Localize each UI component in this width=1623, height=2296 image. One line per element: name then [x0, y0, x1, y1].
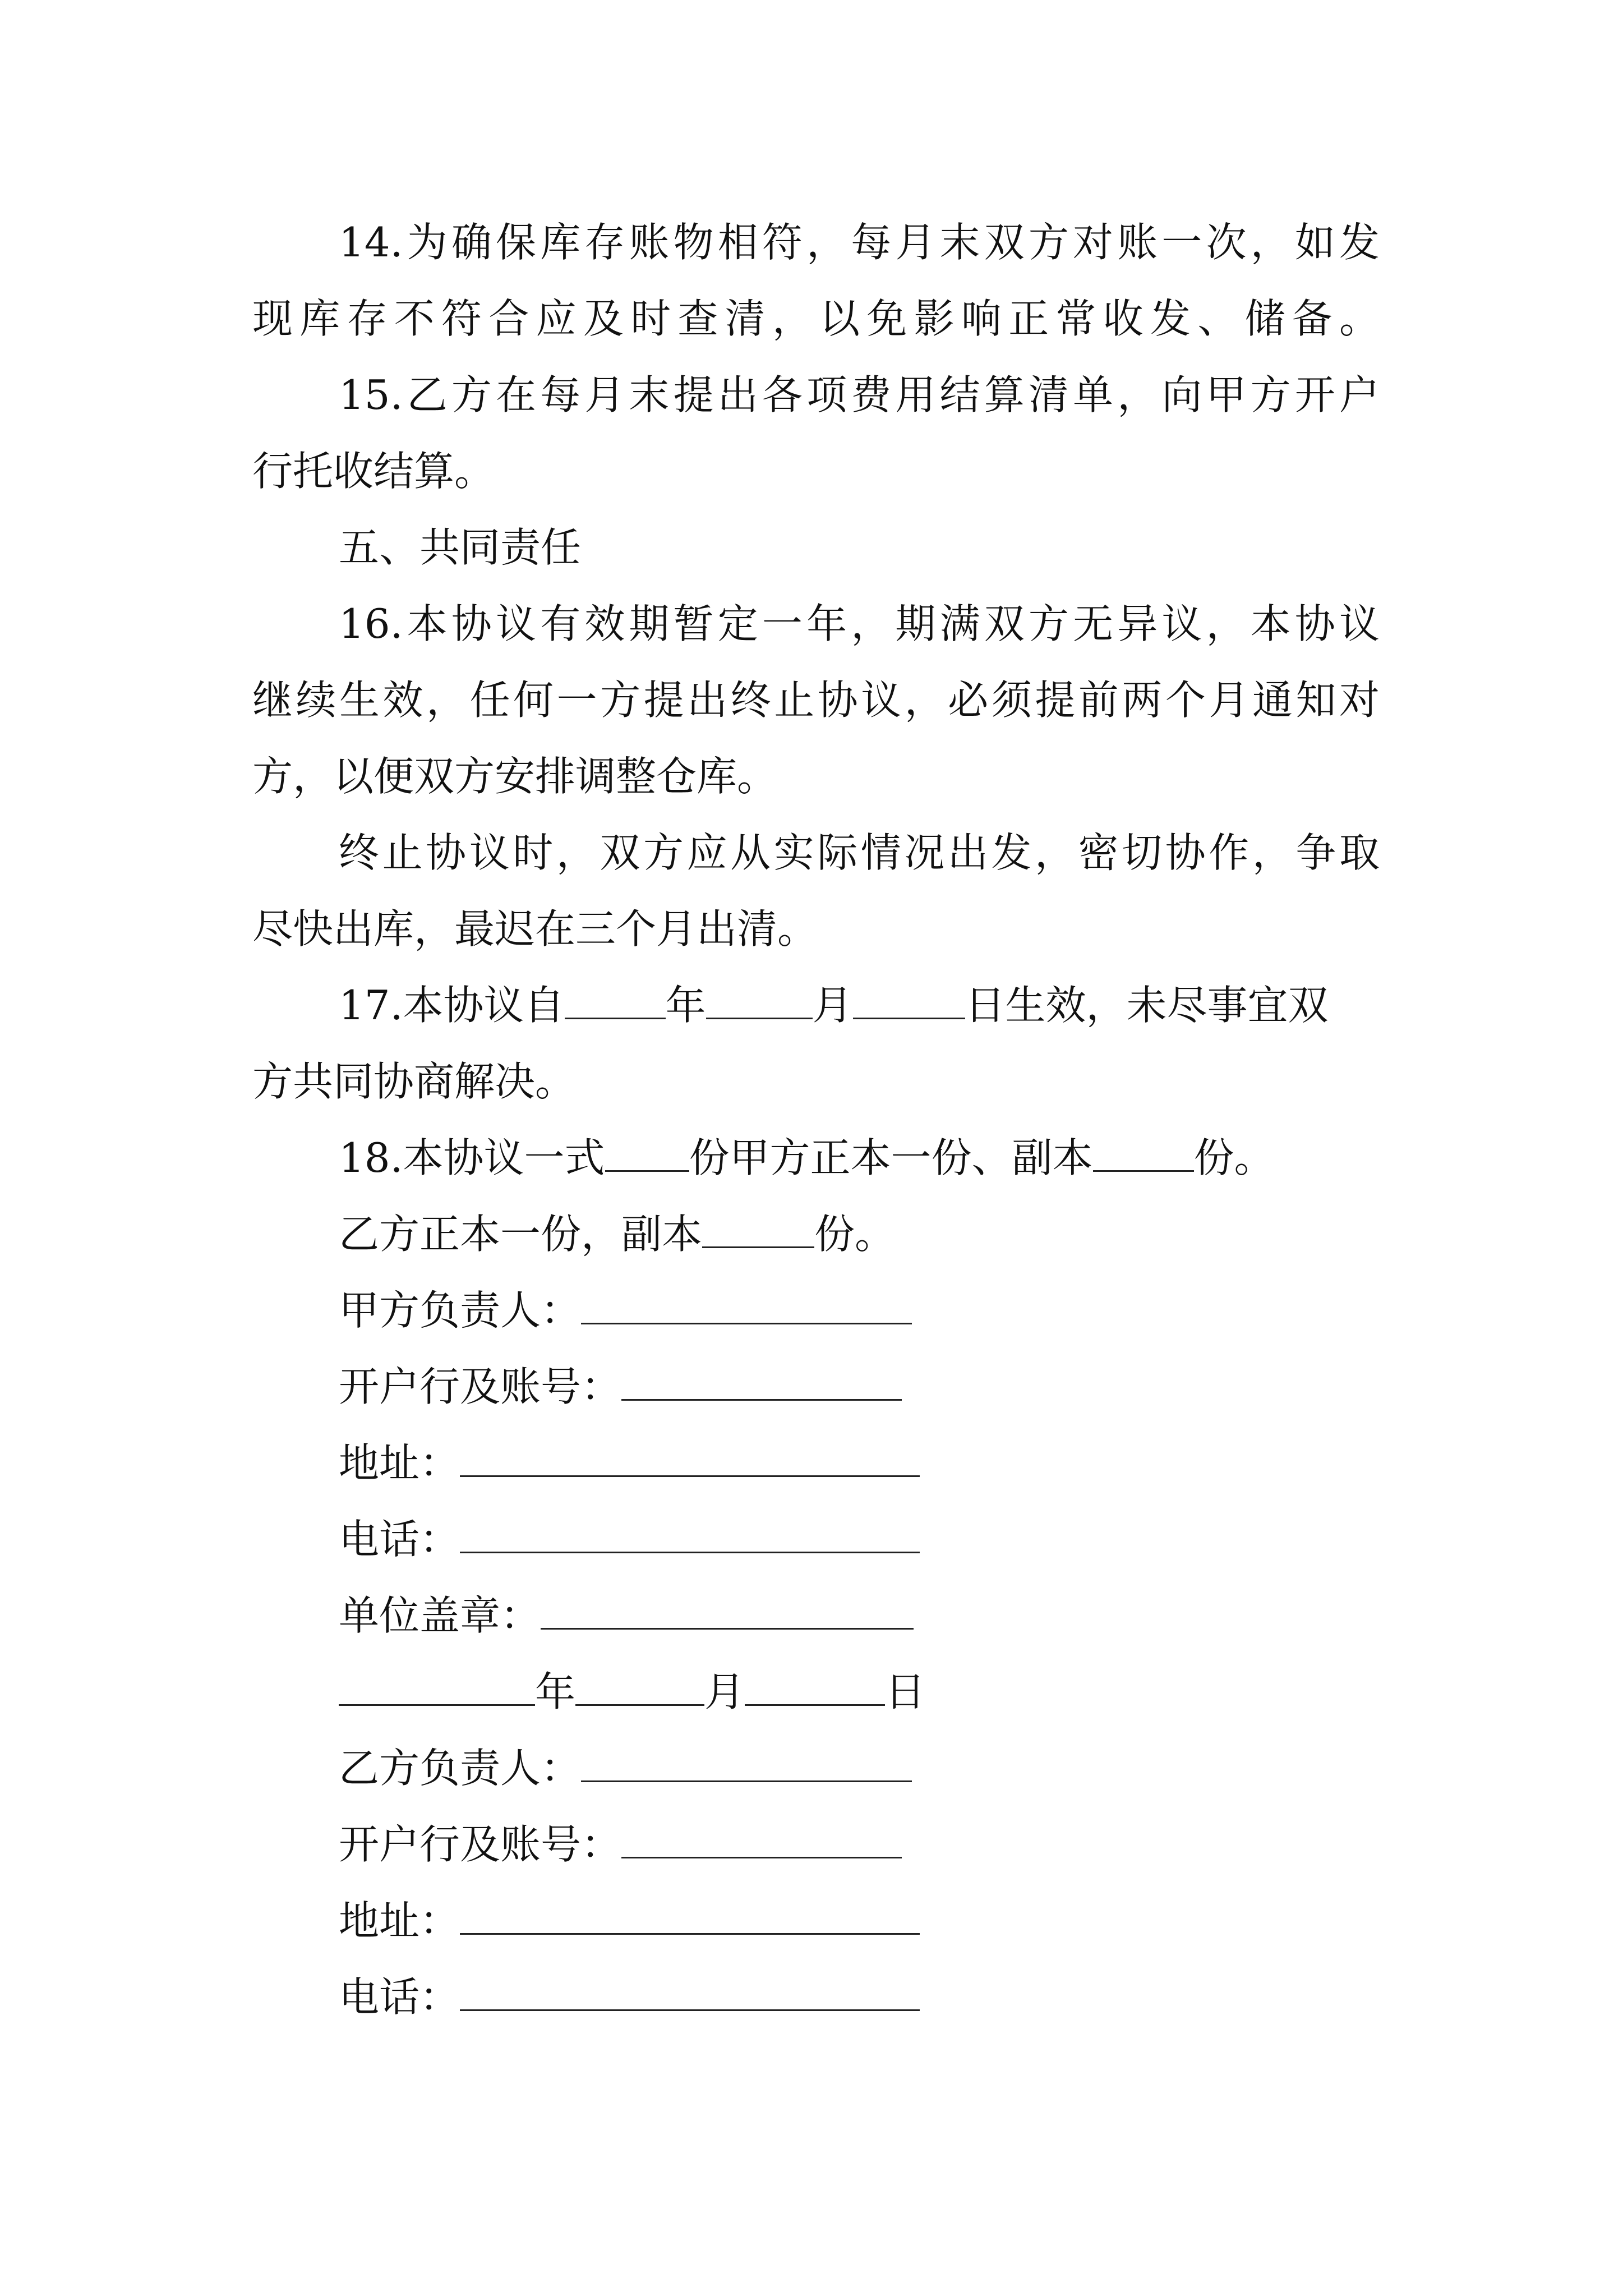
clause-17-suffix: 日生效，未尽事宜双 — [965, 982, 1329, 1029]
clause-17-line-2: 方共同协商解决。 — [252, 1058, 576, 1105]
clause-15-line-1: 15.乙方在每月末提出各项费用结算清单，向甲方开户 — [339, 371, 1380, 418]
party-b-manager-label: 乙方负责人： — [339, 1745, 582, 1792]
party-a-phone-field[interactable] — [460, 1512, 920, 1553]
clause-14-line-1: 14.为确保库存账物相符，每月末双方对账一次，如发 — [339, 219, 1380, 266]
party-a-date-year-blank[interactable] — [339, 1665, 535, 1706]
clause-18-prefix: 18.本协议一式 — [339, 1134, 605, 1181]
party-a-bank-row — [339, 1359, 902, 1415]
clause-18b-suffix: 份。 — [814, 1211, 896, 1258]
party-a-address-field[interactable] — [460, 1436, 920, 1477]
party-a-date-row — [339, 1664, 925, 1720]
clause-18-line-1 — [339, 1130, 1275, 1186]
clause-17-month-label: 月 — [812, 982, 853, 1029]
clause-15-line-2: 行托收结算。 — [252, 448, 495, 495]
party-a-phone-label: 电话： — [339, 1516, 460, 1563]
party-b-phone-row — [339, 1969, 920, 2025]
effective-year-blank[interactable] — [565, 978, 666, 1019]
party-a-seal-label: 单位盖章： — [339, 1592, 541, 1639]
party-a-manager-field[interactable] — [581, 1283, 912, 1324]
party-a-address-row — [339, 1435, 920, 1491]
party-b-address-label: 地址： — [339, 1897, 460, 1944]
party-a-manager-label: 甲方负责人： — [339, 1287, 582, 1334]
party-a-date-day-label: 日 — [885, 1668, 926, 1715]
section-heading-joint-responsibility: 五、共同责任 — [339, 524, 582, 571]
party-b-manager-row — [339, 1740, 912, 1796]
party-b-bank-row — [339, 1816, 902, 1872]
party-b-bank-label: 开户行及账号： — [339, 1821, 622, 1868]
party-a-seal-field[interactable] — [541, 1589, 914, 1630]
party-a-duplicate-blank[interactable] — [1093, 1131, 1194, 1172]
clause-14-line-2: 现库存不符合应及时查清，以免影响正常收发、储备。 — [252, 295, 1380, 342]
clause-16-line-1: 16.本协议有效期暂定一年，期满双方无异议，本协议 — [339, 600, 1380, 647]
clause-18-mid: 份甲方正本一份、副本 — [689, 1134, 1093, 1181]
copies-count-blank[interactable] — [605, 1131, 689, 1172]
termination-line-2: 尽快出库，最迟在三个月出清。 — [252, 905, 818, 953]
party-b-bank-field[interactable] — [621, 1818, 902, 1858]
effective-month-blank[interactable] — [706, 978, 813, 1019]
party-a-date-month-blank[interactable] — [575, 1665, 704, 1706]
party-a-address-label: 地址： — [339, 1439, 460, 1487]
party-a-phone-row — [339, 1511, 920, 1567]
party-a-date-month-label: 月 — [704, 1668, 745, 1715]
party-a-manager-row — [339, 1282, 912, 1338]
clause-16-line-2: 继续生效，任何一方提出终止协议，必须提前两个月通知对 — [252, 677, 1380, 724]
clause-17-year-label: 年 — [665, 982, 706, 1029]
clause-18-suffix: 份。 — [1193, 1134, 1275, 1181]
clause-16-line-3: 方，以便双方安排调整仓库。 — [252, 753, 778, 800]
clause-17-line-1 — [339, 977, 1329, 1033]
party-a-seal-row — [339, 1588, 914, 1644]
party-a-bank-label: 开户行及账号： — [339, 1363, 622, 1410]
party-a-bank-field[interactable] — [621, 1360, 902, 1401]
party-b-manager-field[interactable] — [581, 1741, 912, 1782]
termination-line-1: 终止协议时，双方应从实际情况出发，密切协作，争取 — [339, 829, 1380, 876]
party-b-duplicate-blank[interactable] — [702, 1207, 814, 1248]
clause-17-prefix: 17.本协议自 — [339, 982, 565, 1029]
party-a-date-day-blank[interactable] — [745, 1665, 885, 1706]
clause-18-line-2 — [339, 1206, 895, 1262]
effective-day-blank[interactable] — [853, 978, 965, 1019]
party-b-phone-field[interactable] — [460, 1970, 920, 2011]
clause-18b-prefix: 乙方正本一份，副本 — [339, 1211, 703, 1258]
party-b-address-row — [339, 1893, 920, 1949]
party-b-address-field[interactable] — [460, 1894, 920, 1935]
party-b-phone-label: 电话： — [339, 1973, 460, 2021]
party-a-date-year-label: 年 — [535, 1668, 576, 1715]
